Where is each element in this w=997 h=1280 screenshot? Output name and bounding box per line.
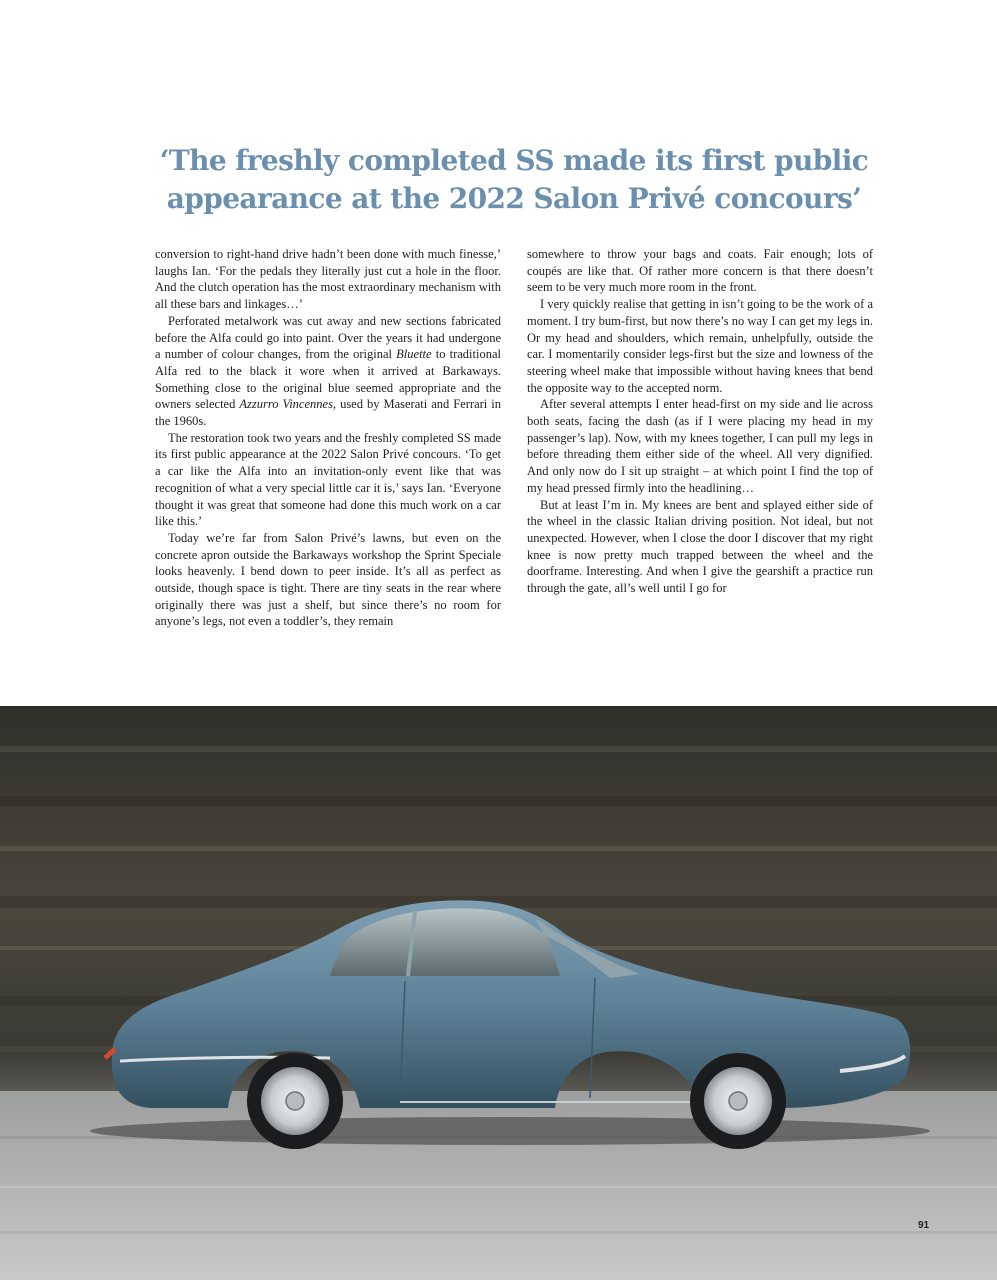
page-number: 91 — [918, 1220, 930, 1231]
italic-term: Azzurro Vincennes — [239, 397, 333, 412]
paragraph: conversion to right-hand drive hadn’t been done with much finesse,’ laughs Ian. ‘For the pedals they literally just cut a hole in the floor. And the clutch operation has the most extraordinary mechanism with all these bars and linkages…’ — [155, 247, 501, 312]
paragraph: I very quickly realise that getting in isn’t going to be the work of a moment. I try bum-first, but now there’s no way I can get my legs in. Or my head and shoulders, which remain, unhelpfully, outside the car. I momentarily consider legs-first but the size and lowness of the steering wheel make that impossible without having knees that bend the opposite way to the accepted norm. — [527, 297, 873, 395]
pull-quote — [150, 142, 878, 218]
paragraph: But at least I’m in. My knees are bent and splayed either side of the wheel in the classic Italian driving position. Not ideal, but not unexpected. However, when I close the door I discover that my right knee is now pretty much trapped between the wheel and the doorframe. Interesting. And when I give the gearshift a practice run through the gate, all’s well until I go for — [527, 497, 873, 596]
paragraph: Perforated metalwork was cut away and new sections fabricated before the Alfa could go into paint. Over the years it had undergone a number of colour changes, from the original Bluette to traditional Alfa red to the black it wore when it arrived at Barkaways. Something close to the original blue seemed appropriate and the owners selected Azzurro Vincennes, used by Maserati and Ferrari in the 1960s. — [155, 313, 501, 429]
italic-term: Bluette — [396, 347, 432, 362]
right-text-column — [527, 246, 873, 597]
paragraph: After several attempts I enter head-first on my side and lie across both seats, facing the dash (as if I were placing my head in my passenger’s lap). Now, with my knees together, I can pull my legs in before threading them either side of the wheel. All very dignified. And only now do I sit up straight – at which point I find the top of my head pressed firmly into the headlining… — [527, 397, 873, 495]
front-wheel — [690, 1053, 786, 1149]
left-text-column — [155, 246, 501, 630]
pull-quote-line-2: appearance at the 2022 Salon Privé concours’ — [166, 182, 862, 215]
car-photo-illustration — [0, 706, 997, 1280]
paragraph: The restoration took two years and the freshly completed SS made its first public appearance at the 2022 Salon Privé concours. ‘To get a car like the Alfa into an invitation-only event like that was recognition of what a very special little car it is,’ says Ian. ‘Everyone thought it was great that someone had done this much work on a car like this.’ — [155, 430, 501, 529]
rear-wheel — [247, 1053, 343, 1149]
car-shadow — [90, 1117, 930, 1145]
car-photo — [0, 706, 997, 1280]
pull-quote-line-1: ‘The freshly completed SS made its first public — [159, 144, 869, 177]
paragraph: Today we’re far from Salon Privé’s lawns, but even on the concrete apron outside the Barkaways workshop the Sprint Speciale looks heavenly. I bend down to peer inside. It’s all as perfect as outside, though space is tight. There are tiny seats in the rear where originally there was just a shelf, but since there’s no room for anyone’s legs, not even a toddler’s, they remain — [155, 530, 501, 629]
paragraph: somewhere to throw your bags and coats. Fair enough; lots of coupés are like that. Of rather more concern is that there doesn’t seem to be very much more room in the front. — [527, 247, 873, 295]
